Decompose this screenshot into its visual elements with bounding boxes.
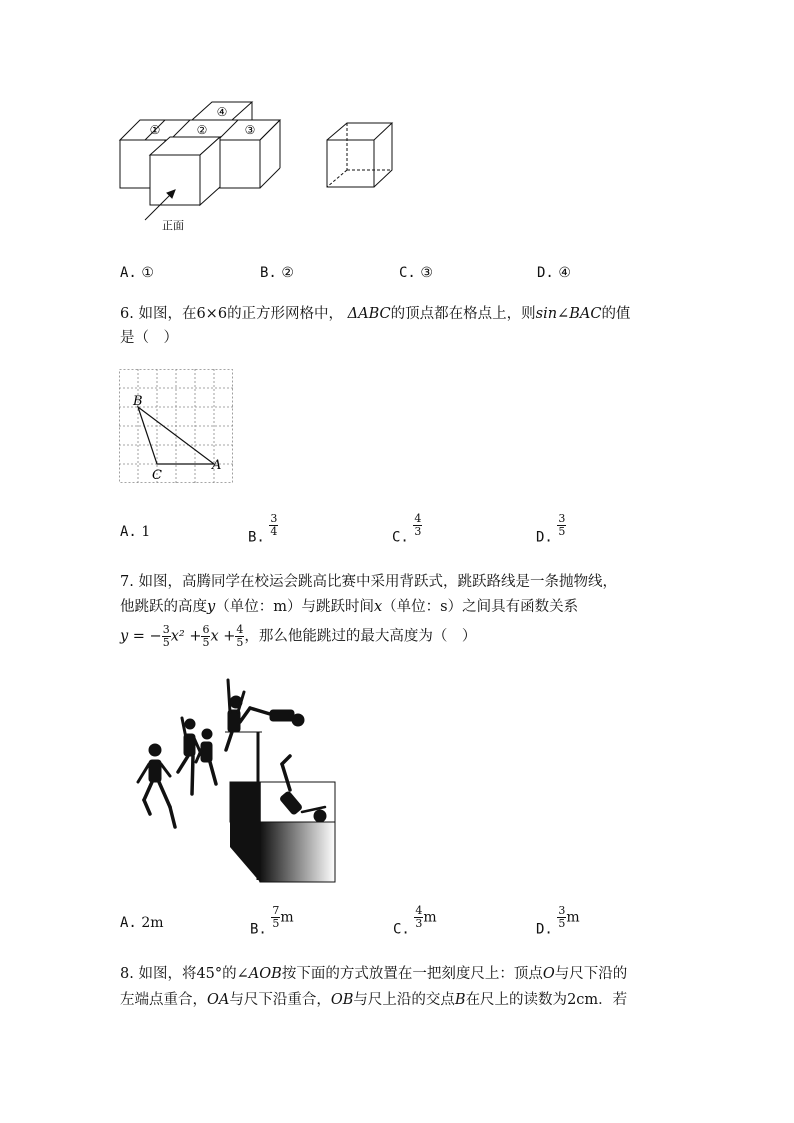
q8-stem-line1: 8. 如图，将45°的∠AOB按下面的方式放置在一把刻度尺上：顶点O与尺下沿的 [120, 966, 628, 982]
label-3: ③ [244, 123, 256, 137]
label-4: ④ [216, 105, 228, 119]
label-1: ① [149, 123, 161, 137]
q6-option-a[interactable]: A. 1 [120, 524, 151, 540]
point-c: C [152, 468, 162, 483]
q5-option-d[interactable]: D. ④ [537, 265, 571, 281]
q7-option-b[interactable]: B. $\frac{7}{5}$ m [250, 904, 294, 938]
q7-formula-line: y = − $\frac{3}{5}$ x² + $\frac{6}{5}$ x + $\frac{4}{5}$ ，那么他能跳过的最大高度为（ ） [120, 623, 477, 649]
high-jump-illustration [130, 672, 340, 884]
q7-stem-line2: 他跳跃的高度y（单位：m）与跳跃时间x（单位：s）之间具有函数关系 [120, 599, 579, 615]
q6-option-c[interactable]: C. $\frac{4}{3}$ [392, 512, 422, 546]
point-b: B [133, 394, 143, 409]
q6-option-b[interactable]: B. $\frac{3}{4}$ [248, 512, 278, 546]
q7-option-a[interactable]: A. 2m [120, 915, 164, 931]
front-label: 正面 [162, 219, 184, 232]
q7-stem-line1: 7. 如图，高腾同学在校运会跳高比赛中采用背跃式，跳跃路线是一条抛物线， [120, 574, 617, 590]
q6-stem-line1: 6. 如图，在6×6的正方形网格中， ΔABC的顶点都在格点上，则sin∠BAC的值 [120, 306, 631, 322]
q8-stem-line2: 左端点重合，OA与尺下沿重合，OB与尺上沿的交点B在尺上的读数为2cm．若 [120, 992, 628, 1008]
q6-option-d[interactable]: D. $\frac{3}{5}$ [536, 512, 566, 546]
grid-triangle-figure [119, 369, 237, 487]
q5-option-b[interactable]: B. ② [260, 265, 294, 281]
label-2: ② [196, 123, 208, 137]
q5-option-a[interactable]: A. ① [120, 265, 154, 281]
q5-option-c[interactable]: C. ③ [399, 265, 433, 281]
q6-stem-line2: 是（ ） [120, 330, 178, 346]
point-a: A [212, 458, 222, 473]
q7-option-d[interactable]: D. $\frac{3}{5}$ m [536, 904, 580, 938]
dashed-cube-figure [322, 120, 397, 192]
q7-option-c[interactable]: C. $\frac{4}{3}$ m [393, 904, 437, 938]
